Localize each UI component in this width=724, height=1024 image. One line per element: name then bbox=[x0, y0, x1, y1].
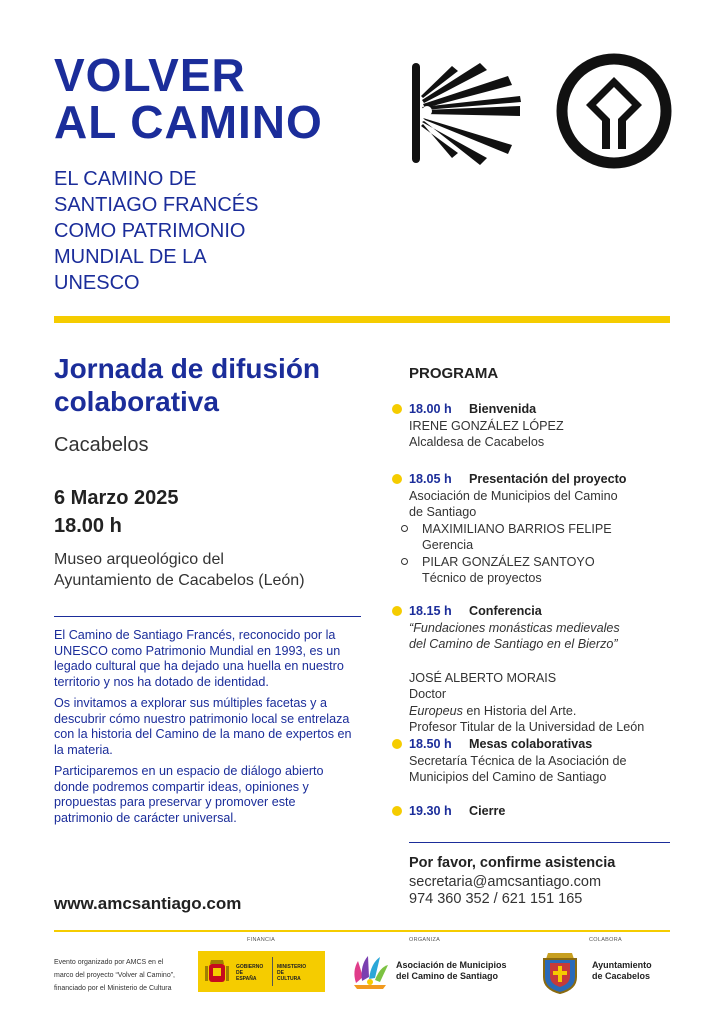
circle-bullet-icon bbox=[401, 525, 408, 532]
min-line: CULTURA bbox=[277, 976, 301, 982]
left-divider bbox=[54, 616, 361, 617]
item-label: Cierre bbox=[469, 804, 506, 818]
world-heritage-emblem-icon bbox=[556, 53, 672, 174]
programa-item bbox=[392, 603, 682, 736]
programa-item bbox=[392, 471, 682, 587]
rsvp-title: Por favor, confirme asistencia bbox=[409, 855, 616, 871]
organiza-label: ORGANIZA bbox=[409, 937, 441, 943]
cacabelos-coat-of-arms-icon bbox=[538, 949, 582, 995]
scallop-shell-icon bbox=[408, 60, 523, 173]
bullet-dot-icon bbox=[392, 806, 402, 816]
intro-paragraph: Os invitamos a explorar sus múltiples facetas y a descubrir cómo nuestro patrimonio local se entrelaza con la historia del Camino de la mano de expertos en la materia. bbox=[54, 696, 352, 757]
item-time: 18.00 h bbox=[409, 402, 452, 416]
colabora-label: COLABORA bbox=[589, 937, 622, 943]
speaker-role: Doctor Europeus en Historia del Arte. bbox=[409, 687, 577, 718]
speaker-role: Profesor Titular de la Universidad de León bbox=[409, 720, 645, 734]
speaker-name: JOSÉ ALBERTO MORAIS bbox=[409, 670, 557, 685]
item-time: 18.05 h bbox=[409, 472, 452, 486]
item-label: Presentación del proyecto bbox=[469, 472, 627, 486]
title-line: VOLVER bbox=[54, 49, 246, 101]
website-link[interactable]: www.amcsantiago.com bbox=[54, 894, 242, 913]
ayto-line: Ayuntamiento bbox=[592, 960, 652, 970]
item-label: Mesas colaborativas bbox=[469, 737, 593, 751]
min-line: MINISTERIO bbox=[277, 964, 307, 970]
amcs-line: del Camino de Santiago bbox=[396, 971, 499, 981]
financia-label: FINANCIA bbox=[247, 937, 276, 943]
rsvp-email-link[interactable]: secretaria@amcsantiago.com bbox=[409, 874, 602, 890]
item-time: 19.30 h bbox=[409, 804, 452, 818]
gob-line: DE bbox=[236, 970, 243, 976]
speaker-entry bbox=[392, 521, 682, 554]
amcs-logo-icon bbox=[350, 953, 390, 991]
item-line: de Santiago bbox=[409, 505, 477, 519]
venue-line: Museo arqueológico del bbox=[54, 551, 224, 568]
event-venue bbox=[54, 549, 374, 591]
footer-note-line: financiado por el Ministerio de Cultura bbox=[54, 985, 172, 992]
subtitle-line: COMO PATRIMONIO bbox=[54, 220, 246, 242]
speaker-role: Gerencia bbox=[422, 538, 474, 552]
footer-divider bbox=[54, 930, 670, 932]
speaker-entry bbox=[392, 554, 682, 587]
intro-paragraph: El Camino de Santiago Francés, reconocido por la UNESCO como Patrimonio Mundial en 1993, es un legado cultural que ha dejado una huella en nuestro territorio y nos ha dotado de identidad. bbox=[54, 628, 344, 689]
event-time: 18.00 h bbox=[54, 515, 122, 537]
talk-title-line: “Fundaciones monásticas medievales bbox=[409, 620, 620, 635]
ayto-line: de Cacabelos bbox=[592, 971, 651, 981]
item-line: Alcaldesa de Cacabelos bbox=[409, 435, 545, 449]
speaker-role: Técnico de proyectos bbox=[422, 571, 542, 585]
event-title-line: Jornada de difusión bbox=[54, 353, 321, 384]
venue-line: Ayuntamiento de Cacabelos (León) bbox=[54, 572, 305, 589]
event-title-line: colaborativa bbox=[54, 386, 219, 417]
circle-bullet-icon bbox=[401, 558, 408, 565]
bullet-dot-icon bbox=[392, 606, 402, 616]
gob-line: GOBIERNO bbox=[236, 964, 264, 970]
amcs-name bbox=[396, 960, 507, 982]
ayuntamiento-name bbox=[592, 960, 652, 982]
event-datetime bbox=[54, 484, 179, 540]
amcs-line: Asociación de Municipios bbox=[396, 960, 507, 970]
spain-coat-of-arms-icon bbox=[204, 958, 230, 986]
main-title bbox=[54, 49, 323, 148]
item-time: 18.15 h bbox=[409, 604, 452, 618]
intro-paragraph: Participaremos en un espacio de diálogo abierto donde podremos compartir ideas, opiniones y propuestas para preservar y promover este patrimonio de carácter universal. bbox=[54, 764, 324, 825]
min-line: DE bbox=[277, 970, 284, 976]
yellow-divider bbox=[54, 316, 670, 323]
item-line: Municipios del Camino de Santiago bbox=[409, 770, 607, 784]
item-time: 18.50 h bbox=[409, 737, 452, 751]
event-date: 6 Marzo 2025 bbox=[54, 487, 179, 509]
event-title bbox=[54, 352, 374, 418]
rsvp-phone: 974 360 352 / 621 151 165 bbox=[409, 891, 583, 907]
footer-note-line: Evento organizado por AMCS en el bbox=[54, 959, 164, 966]
bullet-dot-icon bbox=[392, 739, 402, 749]
item-line: IRENE GONZÁLEZ LÓPEZ bbox=[409, 418, 564, 433]
item-line: Asociación de Municipios del Camino bbox=[409, 488, 618, 503]
title-line: AL CAMINO bbox=[54, 96, 323, 148]
programa-item bbox=[392, 401, 682, 451]
subtitle-line: MUNDIAL DE LA bbox=[54, 246, 207, 268]
speaker-name: PILAR GONZÁLEZ SANTOYO bbox=[422, 554, 595, 569]
programa-item bbox=[392, 803, 682, 820]
ministerio-cultura-logo bbox=[198, 951, 325, 992]
event-place: Cacabelos bbox=[54, 434, 149, 456]
item-line: Secretaría Técnica de la Asociación de bbox=[409, 753, 627, 768]
footer-note-line: marco del proyecto “Volver al Camino”, bbox=[54, 972, 175, 979]
bullet-dot-icon bbox=[392, 474, 402, 484]
bullet-dot-icon bbox=[392, 404, 402, 414]
intro-text bbox=[54, 628, 354, 832]
subtitle bbox=[54, 166, 354, 296]
talk-title-line: del Camino de Santiago en el Bierzo” bbox=[409, 637, 618, 651]
subtitle-line: SANTIAGO FRANCÉS bbox=[54, 194, 259, 216]
right-divider bbox=[409, 842, 670, 843]
programa-title: PROGRAMA bbox=[409, 365, 499, 382]
item-label: Conferencia bbox=[469, 604, 542, 618]
speaker-name: MAXIMILIANO BARRIOS FELIPE bbox=[422, 521, 612, 536]
gob-line: ESPAÑA bbox=[236, 976, 257, 982]
programa-item bbox=[392, 736, 682, 786]
footer-note bbox=[54, 956, 184, 995]
item-label: Bienvenida bbox=[469, 402, 537, 416]
subtitle-line: EL CAMINO DE bbox=[54, 168, 197, 190]
subtitle-line: UNESCO bbox=[54, 272, 140, 294]
